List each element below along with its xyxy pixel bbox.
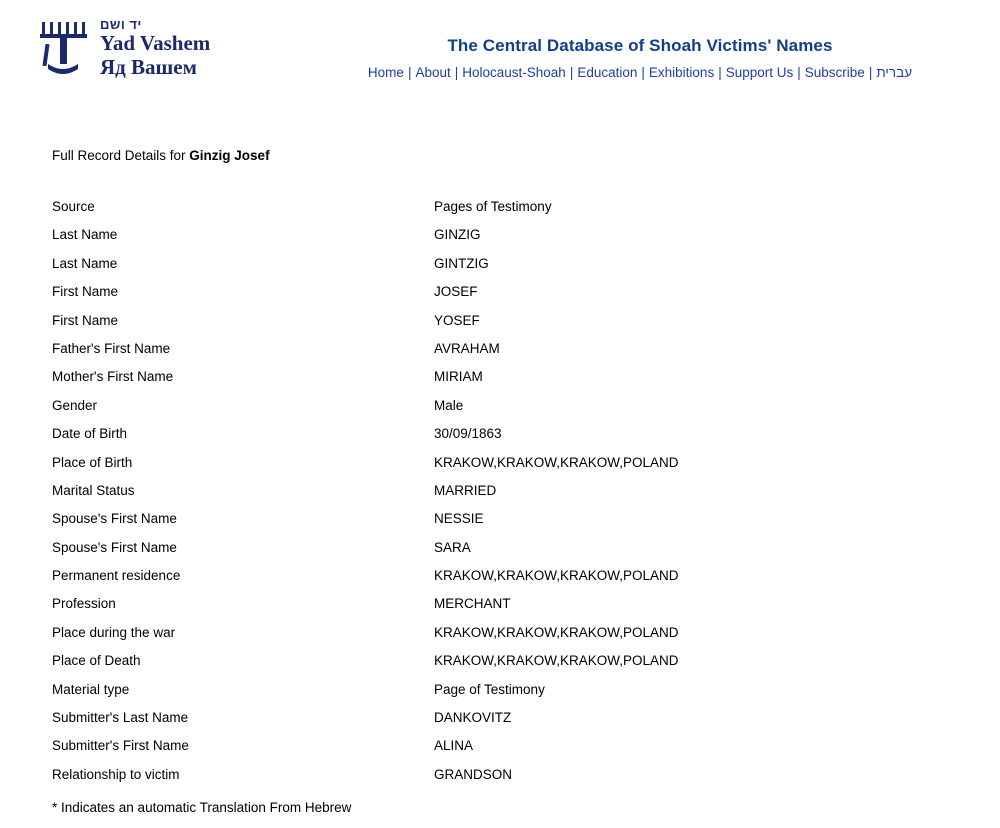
record-field-label: Spouse's First Name xyxy=(52,511,177,527)
nav-separator: | xyxy=(641,65,645,80)
record-field-label: Submitter's Last Name xyxy=(52,710,189,726)
translation-footnote: * Indicates an automatic Translation From Hebrew xyxy=(52,800,352,815)
record-field-label: First Name xyxy=(52,312,119,328)
table-row xyxy=(52,682,679,710)
record-field-label: Material type xyxy=(52,681,130,697)
nav-separator: | xyxy=(797,65,801,80)
logo-hebrew: יד ושם xyxy=(100,17,142,32)
table-row xyxy=(52,710,679,738)
table-row xyxy=(52,767,679,795)
record-field-value: KRAKOW,KRAKOW,KRAKOW,POLAND xyxy=(434,454,679,470)
nav-item-about[interactable]: About xyxy=(415,65,451,80)
record-field-value: DANKOVITZ xyxy=(434,710,512,726)
record-field-value: AVRAHAM xyxy=(434,340,500,356)
record-field-value: 30/09/1863 xyxy=(434,426,502,442)
record-field-label: First Name xyxy=(52,284,119,300)
table-row xyxy=(52,398,679,426)
nav-separator: | xyxy=(407,65,412,80)
record-field-label: Profession xyxy=(52,596,116,612)
record-field-value: KRAKOW,KRAKOW,KRAKOW,POLAND xyxy=(434,624,679,640)
table-row xyxy=(52,284,679,312)
table-row xyxy=(52,313,679,341)
record-field-value: KRAKOW,KRAKOW,KRAKOW,POLAND xyxy=(434,568,679,584)
table-row xyxy=(52,199,679,227)
record-field-label: Mother's First Name xyxy=(52,369,174,385)
site-header xyxy=(0,0,1000,110)
record-field-value: MIRIAM xyxy=(434,369,483,385)
record-field-value: KRAKOW,KRAKOW,KRAKOW,POLAND xyxy=(434,653,679,669)
record-field-value: MERCHANT xyxy=(434,596,511,612)
table-row xyxy=(52,369,679,397)
record-field-label: Place of Birth xyxy=(52,454,133,470)
record-field-label: Place during the war xyxy=(52,624,176,640)
record-field-label: Gender xyxy=(52,397,98,413)
record-field-label: Marital Status xyxy=(52,482,135,498)
table-row xyxy=(52,625,679,653)
record-field-value: ALINA xyxy=(434,738,474,754)
record-field-label: Date of Birth xyxy=(52,426,128,442)
record-field-value: MARRIED xyxy=(434,482,497,498)
record-field-value: YOSEF xyxy=(434,312,480,328)
record-details-body xyxy=(52,199,679,795)
record-field-label: Relationship to victim xyxy=(52,766,180,782)
nav-item-support-us[interactable]: Support Us xyxy=(725,65,794,80)
table-row xyxy=(52,540,679,568)
table-row xyxy=(52,227,679,255)
nav-separator: | xyxy=(569,65,574,80)
nav-item-hebrew[interactable]: עברית xyxy=(876,65,913,80)
nav-item-subscribe[interactable]: Subscribe xyxy=(804,65,865,80)
logo-text xyxy=(100,18,210,79)
table-row xyxy=(52,483,679,511)
table-row xyxy=(52,568,679,596)
nav-item-education[interactable]: Education xyxy=(577,65,638,80)
record-field-label: Last Name xyxy=(52,227,118,243)
record-field-value: JOSEF xyxy=(434,284,478,300)
nav-item-holocaust-shoah[interactable]: Holocaust-Shoah xyxy=(462,65,566,80)
record-field-label: Father's First Name xyxy=(52,340,171,356)
record-field-label: Last Name xyxy=(52,255,118,271)
page-title-person-name: Ginzig Josef xyxy=(189,148,270,163)
record-field-label: Source xyxy=(52,199,95,214)
record-field-value: Male xyxy=(434,397,464,413)
record-field-label: Place of Death xyxy=(52,653,141,669)
page-title-prefix: Full Record Details for xyxy=(52,148,190,163)
table-row xyxy=(52,653,679,681)
nav-item-exhibitions[interactable]: Exhibitions xyxy=(648,65,715,80)
table-row xyxy=(52,511,679,539)
nav-separator: | xyxy=(454,65,459,80)
table-row xyxy=(52,341,679,369)
record-field-value: GINZIG xyxy=(434,227,481,243)
site-title: The Central Database of Shoah Victims' Names xyxy=(447,36,833,55)
table-row xyxy=(52,596,679,624)
main-navigation xyxy=(300,65,980,80)
record-field-value: GRANDSON xyxy=(434,766,513,782)
menorah-icon xyxy=(38,18,92,82)
logo-russian: Яд Вашем xyxy=(100,54,197,79)
record-details xyxy=(52,148,952,795)
table-row xyxy=(52,256,679,284)
record-field-value: NESSIE xyxy=(434,511,484,527)
table-row xyxy=(52,738,679,766)
page-title xyxy=(52,148,952,163)
logo-english: Yad Vashem xyxy=(100,31,211,56)
header-center xyxy=(300,36,980,80)
nav-separator: | xyxy=(868,65,873,80)
nav-item-home[interactable]: Home xyxy=(367,65,404,80)
table-row xyxy=(52,426,679,454)
record-field-value: Page of Testimony xyxy=(434,681,545,697)
nav-separator: | xyxy=(718,65,722,80)
record-field-value: GINTZIG xyxy=(434,255,489,271)
table-row xyxy=(52,455,679,483)
record-details-table xyxy=(52,199,679,795)
record-field-label: Spouse's First Name xyxy=(52,539,177,555)
record-field-value: SARA xyxy=(434,539,471,555)
record-field-value: Pages of Testimony xyxy=(434,199,552,214)
yad-vashem-logo[interactable] xyxy=(38,18,210,82)
record-field-label: Permanent residence xyxy=(52,568,181,584)
record-field-label: Submitter's First Name xyxy=(52,738,189,754)
